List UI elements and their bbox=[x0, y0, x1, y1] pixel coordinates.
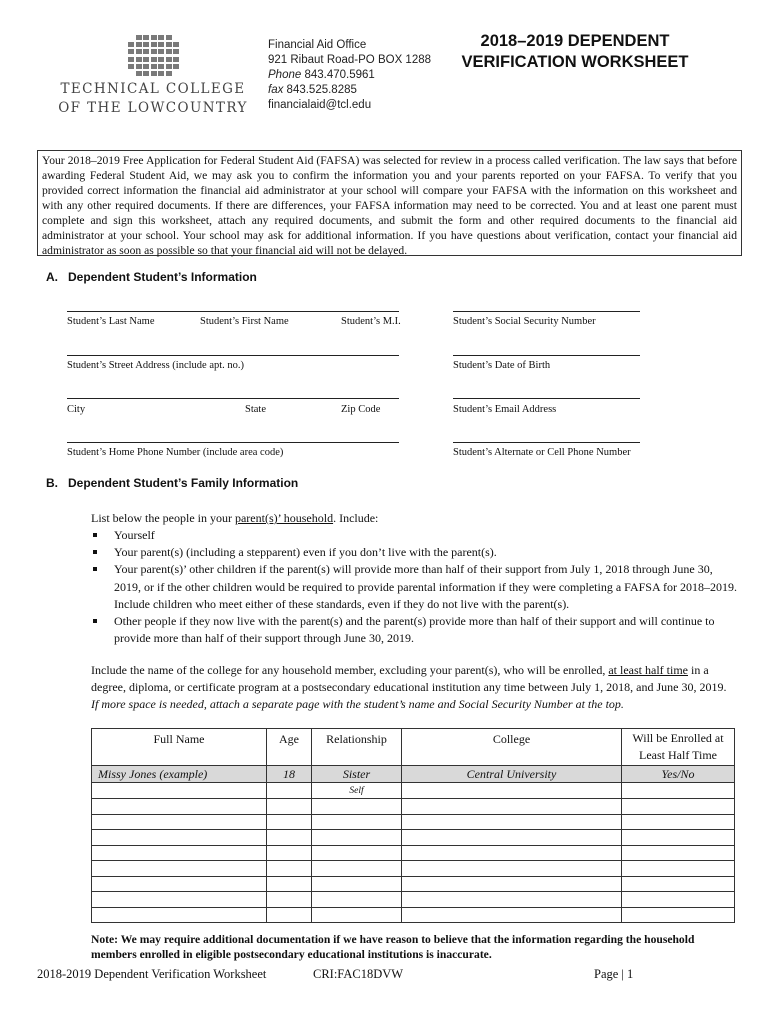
city-label: City bbox=[67, 404, 86, 415]
logo-block bbox=[173, 57, 179, 62]
table-cell[interactable] bbox=[267, 845, 312, 861]
table-cell[interactable] bbox=[92, 799, 267, 815]
home-phone-label: Student’s Home Phone Number (include area code) bbox=[67, 447, 284, 458]
logo-block bbox=[151, 42, 157, 47]
section-b-title: Dependent Student’s Family Information bbox=[68, 476, 299, 490]
documentation-note: Note: We may require additional documentation if we have reason to believe that the information regarding the household members enrolled in eligible postsecondary educational institutions is inaccurate. bbox=[91, 933, 695, 961]
logo-block bbox=[158, 42, 164, 47]
table-row[interactable] bbox=[92, 892, 735, 908]
header-relationship: Relationship bbox=[312, 729, 402, 766]
logo-block bbox=[151, 35, 157, 40]
form-title-line1: 2018–2019 DEPENDENT bbox=[480, 32, 670, 50]
logo-block bbox=[173, 49, 179, 54]
logo-block bbox=[166, 35, 172, 40]
ssn-label: Student’s Social Security Number bbox=[453, 316, 596, 327]
logo-block bbox=[173, 64, 179, 69]
ssn-line[interactable] bbox=[453, 311, 640, 312]
table-cell[interactable] bbox=[402, 876, 622, 892]
table-cell[interactable] bbox=[312, 830, 402, 846]
intro-paragraph: Your 2018–2019 Free Application for Federal Student Aid (FAFSA) was selected for review in a process called verification. The law says that before awarding Federal Student Aid, we may ask you to confirm the information you and your parents reported on your FAFSA. To verify that you provided correct information the financial aid administrator at your school will compare your FAFSA with the information on this worksheet and with any other required documents. If there are differences, your FAFSA information may need to be corrected. You and at least one parent must complete and sign this worksheet, attach any required documents, and submit the form and other required documents to the financial aid administrator at your school. Your school may ask for additional information. If you have questions about verification, contact your financial aid administrator as soon as possible so that your financial aid will not be delayed. bbox=[37, 150, 742, 256]
logo-block bbox=[166, 42, 172, 47]
dob-label: Student’s Date of Birth bbox=[453, 360, 551, 371]
logo-block bbox=[151, 57, 157, 62]
section-b-heading bbox=[46, 476, 298, 490]
table-row[interactable] bbox=[92, 861, 735, 877]
college-instructions bbox=[91, 662, 735, 714]
logo-block bbox=[143, 49, 149, 54]
logo-block bbox=[166, 71, 172, 76]
form-title bbox=[452, 31, 698, 73]
office-email: financialaid@tcl.edu bbox=[268, 99, 372, 111]
bullet-item: Your parent(s)’ other children if the parent(s) will provide more than half of their support from July 1, 2018 through June 30, 2019, or if the other children would be required to provide parental information if they were completing a FAFSA for 2018–2019. Include children who meet either of these standards, even if they do not live with the parent(s). bbox=[92, 561, 742, 613]
table-row[interactable] bbox=[92, 799, 735, 815]
table-cell[interactable] bbox=[267, 861, 312, 877]
logo-block bbox=[143, 35, 149, 40]
table-cell[interactable] bbox=[312, 861, 402, 877]
fax-label: fax bbox=[268, 84, 284, 96]
bullet-item: Yourself bbox=[92, 527, 742, 544]
logo-block bbox=[136, 64, 142, 69]
household-intro-underlined: parent(s)’ household bbox=[234, 511, 334, 525]
college-instr-pre: Include the name of the college for any household member, excluding your parent(s), who will be enrolled, bbox=[91, 663, 609, 677]
logo-block bbox=[128, 64, 134, 69]
table-cell[interactable] bbox=[622, 845, 735, 861]
table-cell[interactable] bbox=[402, 830, 622, 846]
logo-block bbox=[136, 71, 142, 76]
dob-line[interactable] bbox=[453, 355, 640, 356]
phone-number: 843.470.5961 bbox=[304, 69, 375, 81]
example-name: Missy Jones (example) bbox=[92, 766, 267, 783]
table-cell[interactable] bbox=[92, 830, 267, 846]
logo-block bbox=[158, 64, 164, 69]
table-row[interactable] bbox=[92, 814, 735, 830]
logo-block bbox=[136, 35, 142, 40]
table-cell[interactable] bbox=[312, 814, 402, 830]
table-cell[interactable] bbox=[622, 783, 735, 799]
footer-code: CRI:FAC18DVW bbox=[313, 967, 404, 981]
self-row[interactable] bbox=[92, 783, 735, 799]
name-line[interactable] bbox=[67, 311, 399, 312]
logo-block bbox=[158, 71, 164, 76]
example-relationship: Sister bbox=[312, 766, 402, 783]
header-college: College bbox=[402, 729, 622, 766]
last-name-label: Student’s Last Name bbox=[67, 316, 155, 327]
logo-block bbox=[158, 49, 164, 54]
logo-block bbox=[151, 64, 157, 69]
table-cell[interactable] bbox=[92, 783, 267, 799]
table-cell[interactable] bbox=[402, 892, 622, 908]
street-line[interactable] bbox=[67, 355, 399, 356]
logo-block bbox=[166, 64, 172, 69]
alt-phone-label: Student’s Alternate or Cell Phone Number bbox=[453, 447, 631, 458]
table-cell[interactable] bbox=[622, 830, 735, 846]
table-cell[interactable] bbox=[402, 845, 622, 861]
table-cell[interactable] bbox=[92, 845, 267, 861]
logo-block bbox=[136, 57, 142, 62]
table-cell[interactable] bbox=[267, 799, 312, 815]
phone-label: Phone bbox=[268, 69, 302, 81]
home-phone-line[interactable] bbox=[67, 442, 399, 443]
table-cell[interactable] bbox=[312, 907, 402, 923]
logo-block bbox=[151, 49, 157, 54]
logo-block bbox=[128, 42, 134, 47]
email-label: Student’s Email Address bbox=[453, 404, 557, 415]
table-header-row bbox=[92, 729, 735, 766]
table-cell[interactable] bbox=[267, 830, 312, 846]
example-college: Central University bbox=[402, 766, 622, 783]
household-table bbox=[91, 728, 735, 923]
table-row[interactable] bbox=[92, 907, 735, 923]
section-a-title: Dependent Student’s Information bbox=[68, 270, 257, 284]
table-cell[interactable] bbox=[267, 876, 312, 892]
first-name-label: Student’s First Name bbox=[200, 316, 289, 327]
household-bullet-list bbox=[92, 527, 742, 647]
college-instr-underlined: at least half time bbox=[608, 663, 688, 677]
header-age: Age bbox=[267, 729, 312, 766]
office-fax bbox=[268, 83, 431, 98]
table-cell[interactable] bbox=[92, 907, 267, 923]
table-cell[interactable] bbox=[267, 892, 312, 908]
table-cell[interactable] bbox=[312, 845, 402, 861]
logo-block bbox=[143, 64, 149, 69]
office-name: Financial Aid Office bbox=[268, 39, 367, 51]
college-instr-post: in a degree, diploma, or certificate program at a postsecondary educational institution any time between July 1, 2018, and June 30, 2019. bbox=[91, 663, 727, 695]
household-intro bbox=[91, 510, 378, 527]
table-cell[interactable] bbox=[402, 799, 622, 815]
table-cell[interactable] bbox=[92, 861, 267, 877]
logo-block bbox=[158, 57, 164, 62]
table-cell[interactable] bbox=[312, 799, 402, 815]
zip-label: Zip Code bbox=[341, 404, 381, 415]
table-cell[interactable] bbox=[622, 814, 735, 830]
table-cell[interactable] bbox=[92, 814, 267, 830]
mi-label: Student’s M.I. bbox=[341, 316, 401, 327]
table-cell[interactable] bbox=[622, 876, 735, 892]
example-age: 18 bbox=[267, 766, 312, 783]
household-intro-post: . Include: bbox=[333, 511, 379, 525]
logo-block bbox=[128, 49, 134, 54]
table-cell[interactable] bbox=[622, 799, 735, 815]
logo-block bbox=[128, 57, 134, 62]
example-enrolled: Yes/No bbox=[622, 766, 735, 783]
alt-phone-line[interactable] bbox=[453, 442, 640, 443]
table-cell[interactable] bbox=[622, 907, 735, 923]
table-cell[interactable] bbox=[92, 876, 267, 892]
example-row bbox=[92, 766, 735, 783]
table-cell[interactable] bbox=[312, 876, 402, 892]
table-cell[interactable] bbox=[312, 892, 402, 908]
logo-block bbox=[143, 42, 149, 47]
footer-title: 2018-2019 Dependent Verification Worksheet bbox=[37, 967, 267, 981]
section-b-letter: B. bbox=[46, 476, 58, 490]
office-phone bbox=[268, 68, 431, 83]
table-cell[interactable] bbox=[402, 861, 622, 877]
logo-block bbox=[143, 57, 149, 62]
contact-block bbox=[268, 38, 431, 113]
table-cell[interactable] bbox=[402, 783, 622, 799]
table-cell[interactable] bbox=[402, 814, 622, 830]
logo-block bbox=[166, 49, 172, 54]
email-line[interactable] bbox=[453, 398, 640, 399]
college-logo-mark bbox=[128, 35, 180, 79]
bullet-item: Other people if they now live with the parent(s) and the parent(s) provide more than half of their support and will continue to provide more than half of their support through June 30, 2019. bbox=[92, 613, 742, 647]
header-full-name: Full Name bbox=[92, 729, 267, 766]
street-label: Student’s Street Address (include apt. no.) bbox=[67, 360, 245, 371]
college-name bbox=[58, 80, 248, 118]
logo-block bbox=[166, 57, 172, 62]
header-enrolled: Will be Enrolled at Least Half Time bbox=[622, 729, 735, 766]
city-state-zip-line[interactable] bbox=[67, 398, 399, 399]
bullet-item: Your parent(s) (including a stepparent) even if you don’t live with the parent(s). bbox=[92, 544, 742, 561]
college-instr-italic: If more space is needed, attach a separate page with the student’s name and Social Security Number at the top. bbox=[91, 697, 624, 712]
table-cell[interactable] bbox=[267, 814, 312, 830]
section-a-heading bbox=[46, 270, 257, 284]
state-label: State bbox=[245, 404, 266, 415]
table-cell[interactable] bbox=[92, 892, 267, 908]
section-a-letter: A. bbox=[46, 270, 58, 284]
logo-block bbox=[136, 42, 142, 47]
logo-block bbox=[173, 42, 179, 47]
logo-block bbox=[158, 35, 164, 40]
table-row[interactable] bbox=[92, 830, 735, 846]
college-name-line2: OF THE LOWCOUNTRY bbox=[58, 100, 248, 116]
household-intro-pre: List below the people in your bbox=[91, 511, 235, 525]
college-name-line1: TECHNICAL COLLEGE bbox=[60, 81, 246, 97]
table-cell[interactable] bbox=[267, 783, 312, 799]
fax-number: 843.525.8285 bbox=[286, 84, 357, 96]
table-row[interactable] bbox=[92, 876, 735, 892]
table-row[interactable] bbox=[92, 845, 735, 861]
logo-block bbox=[151, 71, 157, 76]
footer-page: Page | 1 bbox=[594, 967, 634, 981]
form-title-line2: VERIFICATION WORKSHEET bbox=[461, 53, 689, 71]
logo-block bbox=[143, 71, 149, 76]
self-relationship: Self bbox=[312, 783, 402, 799]
table-cell[interactable] bbox=[622, 892, 735, 908]
logo-block bbox=[136, 49, 142, 54]
table-cell[interactable] bbox=[402, 907, 622, 923]
office-address: 921 Ribaut Road-PO BOX 1288 bbox=[268, 54, 432, 66]
table-cell[interactable] bbox=[267, 907, 312, 923]
table-cell[interactable] bbox=[622, 861, 735, 877]
